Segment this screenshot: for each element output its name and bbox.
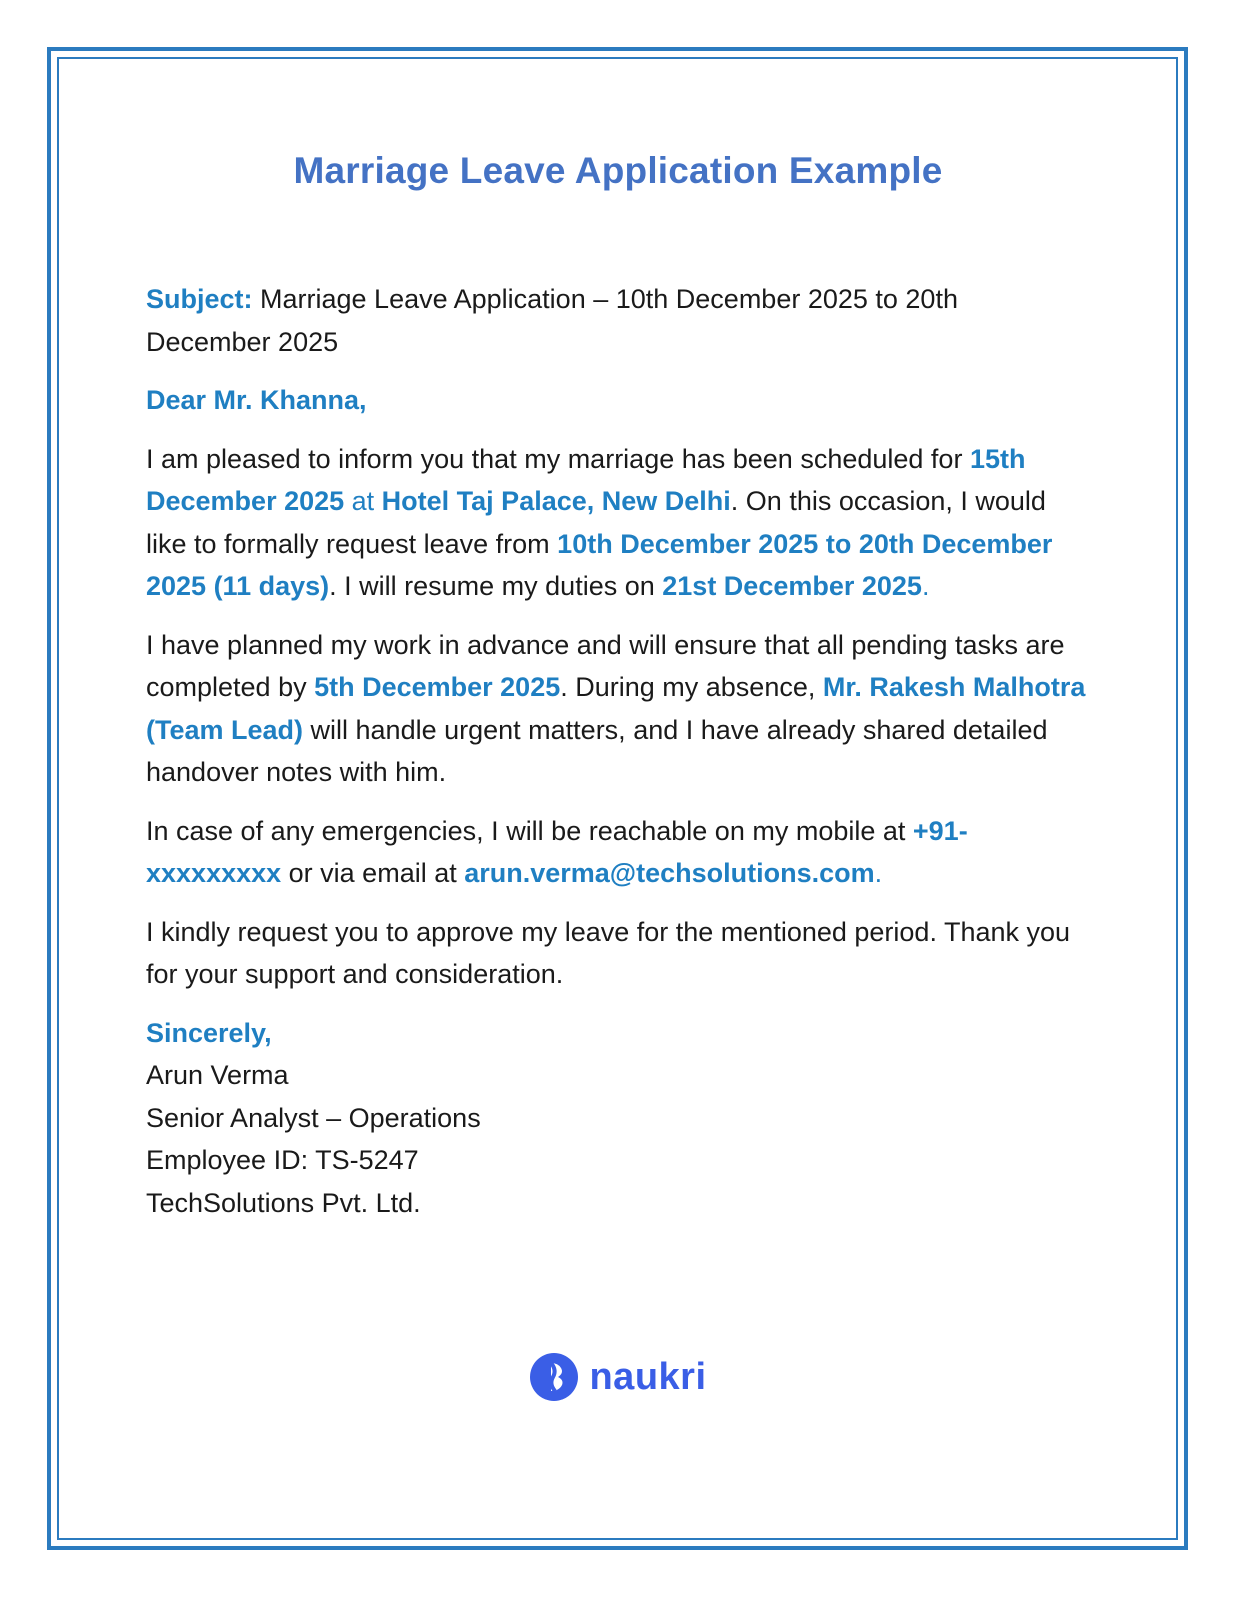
salutation: Dear Mr. Khanna, — [146, 385, 367, 415]
text-segment: or via email at — [281, 858, 465, 888]
text-segment: I have planned my work in advance and will ensure that all pending tasks are completed by — [146, 629, 1065, 702]
letter-body — [146, 278, 1086, 1224]
leave-period: 10th December 2025 to 20th December 2025 (11 days) — [146, 528, 1053, 601]
signature-block — [146, 1012, 1086, 1225]
paragraph-closing: I kindly request you to approve my leave for the mentioned period. Thank you for your support and consideration. — [146, 916, 1071, 989]
company-name: TechSolutions Pvt. Ltd. — [146, 1187, 421, 1218]
paragraph-marriage-details — [146, 438, 1086, 608]
subject-text: Marriage Leave Application – 10th December 2025 to 20th December 2025 — [146, 284, 958, 357]
text-segment: In case of any emergencies, I will be reachable on my mobile at — [146, 815, 913, 846]
signer-designation: Senior Analyst – Operations — [146, 1102, 481, 1133]
logo-wordmark: naukri — [589, 1355, 707, 1398]
email-link[interactable]: arun.verma@techsolutions.com — [464, 858, 875, 888]
text-segment: I am pleased to inform you that my marriage has been scheduled for — [146, 443, 970, 474]
naukri-logo-icon — [529, 1352, 579, 1402]
text-segment: . During my absence, — [560, 672, 823, 702]
text-segment: at — [344, 486, 382, 516]
subject-line — [146, 278, 1086, 363]
text-segment: . On this occasion, I would like to formally request leave from — [146, 486, 1046, 559]
text-segment: . — [874, 858, 883, 888]
text-segment: . I will resume my duties on — [329, 571, 663, 601]
text-segment: will handle urgent matters, and I have already shared detailed handover notes with him. — [146, 714, 1048, 787]
naukri-logo — [0, 1352, 1236, 1402]
mobile-number: +91-xxxxxxxxx — [146, 815, 968, 888]
paragraph-handover — [146, 624, 1086, 794]
subject-label: Subject: — [146, 284, 253, 314]
page-title: Marriage Leave Application Example — [293, 150, 943, 191]
handover-contact: Mr. Rakesh Malhotra (Team Lead) — [146, 672, 1086, 745]
marriage-date: 15th December 2025 — [146, 443, 1026, 516]
closing: Sincerely, — [146, 1017, 272, 1048]
signer-name: Arun Verma — [146, 1060, 289, 1090]
task-completion-date: 5th December 2025 — [314, 672, 561, 702]
paragraph-contact — [146, 810, 1086, 895]
resume-date: 21st December 2025 — [662, 571, 922, 601]
employee-id: Employee ID: TS-5247 — [146, 1145, 419, 1175]
marriage-venue: Hotel Taj Palace, New Delhi — [381, 486, 731, 516]
text-segment: . — [921, 571, 930, 601]
